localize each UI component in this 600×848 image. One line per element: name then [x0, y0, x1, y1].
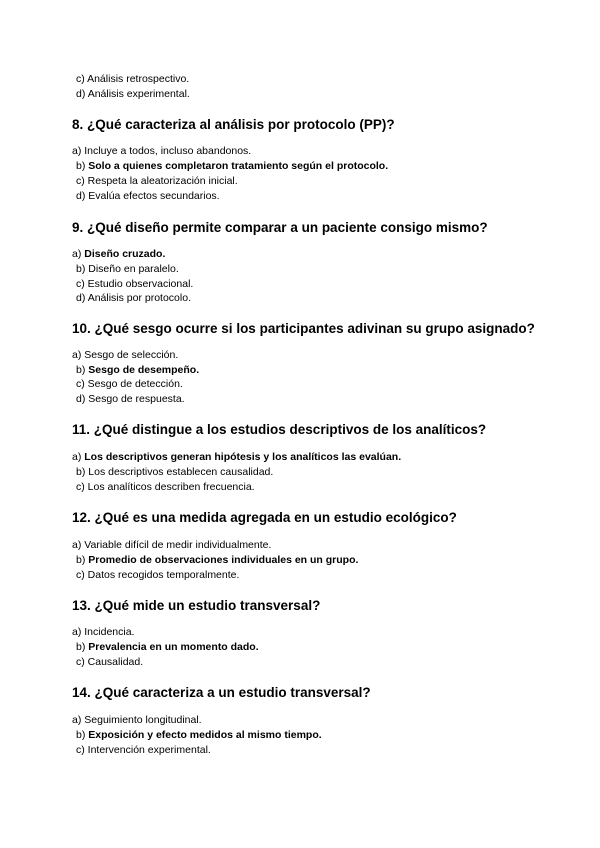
- option-letter: c): [76, 481, 85, 493]
- question-heading: 13. ¿Qué mide un estudio transversal?: [72, 598, 321, 613]
- option-text: Análisis experimental.: [87, 88, 190, 100]
- option-letter: c): [76, 656, 85, 668]
- option-letter: c): [76, 73, 85, 85]
- option-text: Seguimiento longitudinal.: [84, 714, 202, 726]
- answer-option: [76, 569, 239, 582]
- option-text: Análisis por protocolo.: [87, 292, 191, 304]
- option-letter: c): [76, 744, 85, 756]
- answer-option: [76, 393, 185, 406]
- answer-option-correct: [72, 451, 401, 464]
- option-text: Exposición y efecto medidos al mismo tiempo.: [88, 729, 322, 741]
- option-letter: b): [76, 364, 86, 376]
- answer-option: [76, 175, 238, 188]
- answer-option: [76, 88, 190, 101]
- option-letter: b): [76, 466, 86, 478]
- option-letter: b): [76, 263, 86, 275]
- option-text: Solo a quienes completaron tratamiento según el protocolo.: [88, 160, 389, 172]
- option-text: Sesgo de desempeño.: [88, 364, 200, 376]
- answer-option-correct: [76, 364, 199, 377]
- option-text: Los descriptivos establecen causalidad.: [88, 466, 274, 478]
- option-text: Estudio observacional.: [87, 278, 194, 290]
- option-text: Diseño cruzado.: [84, 248, 166, 260]
- question-heading: 8. ¿Qué caracteriza al análisis por protocolo (PP)?: [72, 117, 395, 132]
- option-text: Sesgo de detección.: [87, 378, 183, 390]
- answer-option: [72, 145, 251, 158]
- answer-option-correct: [76, 641, 259, 654]
- answer-option: [76, 190, 220, 203]
- answer-option: [76, 466, 273, 479]
- option-letter: a): [72, 145, 82, 157]
- option-text: Diseño en paralelo.: [88, 263, 179, 275]
- answer-option: [76, 278, 193, 291]
- option-text: Sesgo de respuesta.: [88, 393, 185, 405]
- answer-option: [76, 656, 143, 669]
- option-letter: a): [72, 248, 82, 260]
- option-letter: a): [72, 451, 82, 463]
- answer-option: [76, 378, 183, 391]
- option-text: Prevalencia en un momento dado.: [88, 641, 259, 653]
- answer-option: [76, 292, 191, 305]
- answer-option: [76, 263, 179, 276]
- answer-option: [72, 714, 202, 727]
- option-text: Promedio de observaciones individuales en un grupo.: [88, 554, 359, 566]
- option-letter: c): [76, 175, 85, 187]
- option-letter: d): [76, 88, 86, 100]
- question-heading: 14. ¿Qué caracteriza a un estudio transversal?: [72, 685, 371, 700]
- answer-option: [72, 626, 134, 639]
- answer-option: [76, 481, 255, 494]
- option-text: Intervención experimental.: [87, 744, 211, 756]
- option-text: Evalúa efectos secundarios.: [88, 190, 220, 202]
- option-text: Datos recogidos temporalmente.: [87, 569, 240, 581]
- question-heading: 9. ¿Qué diseño permite comparar a un paciente consigo mismo?: [72, 220, 488, 235]
- answer-option: [76, 73, 189, 86]
- question-heading: 11. ¿Qué distingue a los estudios descriptivos de los analíticos?: [72, 422, 487, 437]
- option-text: Incluye a todos, incluso abandonos.: [84, 145, 252, 157]
- answer-option: [76, 744, 211, 757]
- answer-option-correct: [76, 554, 358, 567]
- answer-option: [72, 539, 271, 552]
- option-letter: a): [72, 714, 82, 726]
- option-letter: b): [76, 729, 86, 741]
- option-text: Sesgo de selección.: [84, 349, 179, 361]
- option-text: Los analíticos describen frecuencia.: [87, 481, 255, 493]
- option-letter: c): [76, 278, 85, 290]
- option-letter: c): [76, 569, 85, 581]
- option-letter: a): [72, 349, 82, 361]
- option-text: Incidencia.: [84, 626, 135, 638]
- option-letter: b): [76, 160, 86, 172]
- answer-option-correct: [72, 248, 165, 261]
- option-letter: d): [76, 190, 86, 202]
- answer-option-correct: [76, 160, 388, 173]
- question-heading: 10. ¿Qué sesgo ocurre si los participantes adivinan su grupo asignado?: [72, 321, 535, 336]
- answer-option: [72, 349, 178, 362]
- question-heading: 12. ¿Qué es una medida agregada en un estudio ecológico?: [72, 510, 457, 525]
- answer-option-correct: [76, 729, 322, 742]
- option-text: Análisis retrospectivo.: [87, 73, 190, 85]
- option-letter: d): [76, 393, 86, 405]
- option-text: Respeta la aleatorización inicial.: [87, 175, 238, 187]
- option-letter: b): [76, 641, 86, 653]
- option-letter: a): [72, 626, 82, 638]
- option-letter: d): [76, 292, 86, 304]
- option-letter: c): [76, 378, 85, 390]
- option-text: Los descriptivos generan hipótesis y los analíticos las evalúan.: [84, 451, 402, 463]
- option-text: Variable difícil de medir individualmente.: [84, 539, 272, 551]
- option-letter: b): [76, 554, 86, 566]
- option-text: Causalidad.: [87, 656, 144, 668]
- option-letter: a): [72, 539, 82, 551]
